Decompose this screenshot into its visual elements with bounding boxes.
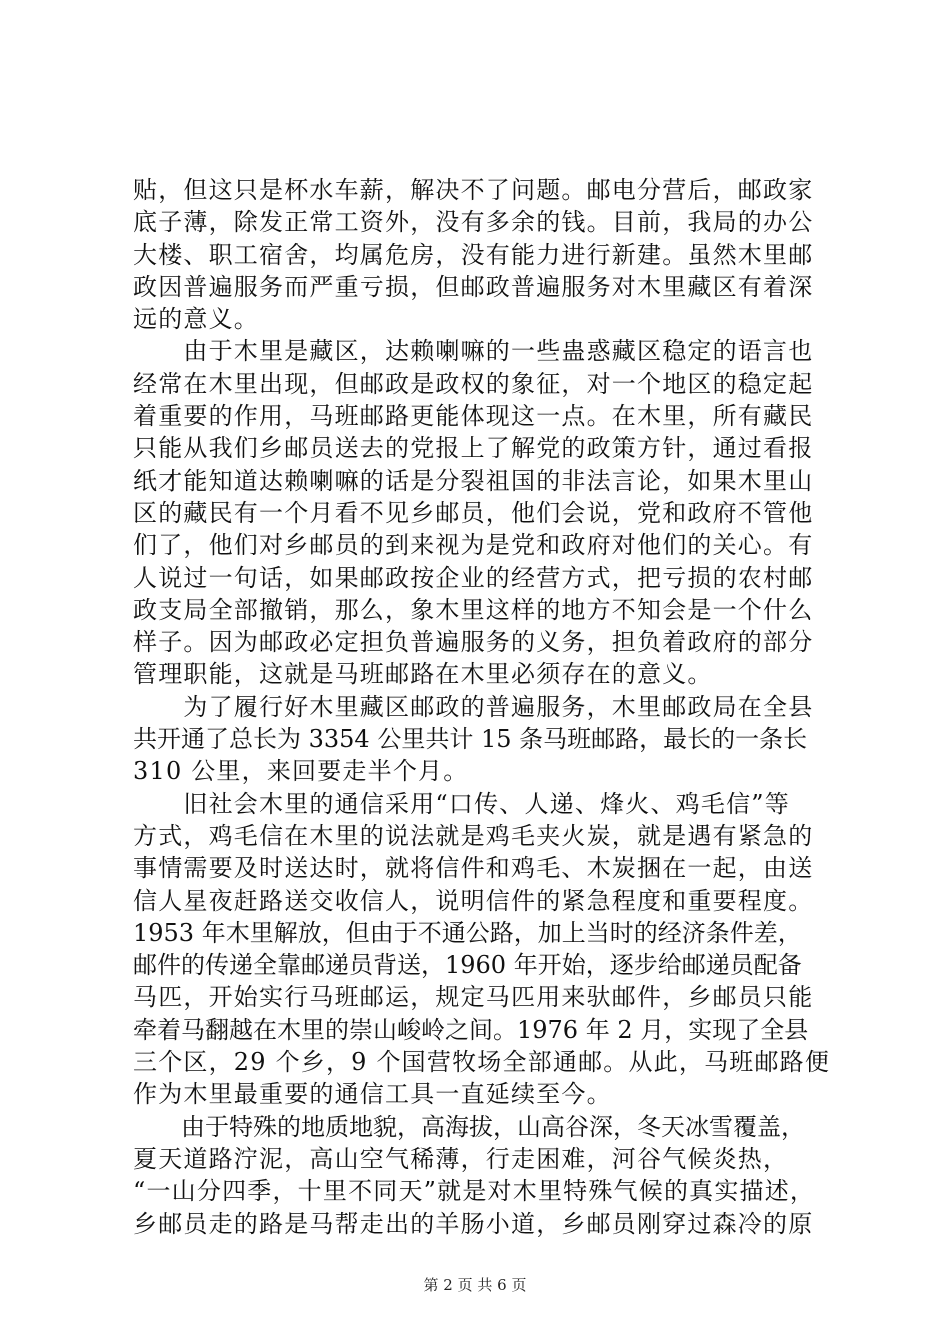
text-line: 马匹，开始实行马班邮运，规定马匹用来驮邮件，乡邮员只能 (133, 983, 814, 1012)
text-line: 方式，鸡毛信在木里的说法就是鸡毛夹火炭，就是遇有紧急的 (133, 821, 814, 850)
text-line: 着重要的作用，马班邮路更能体现这一点。在木里，所有藏民 (133, 402, 814, 431)
body-text (133, 174, 829, 1240)
text-line: 共开通了总长为 3354 公里共计 15 条马班邮路，最长的一条长 (133, 725, 808, 754)
text-line: 邮件的传递全靠邮递员背送，1960 年开始，逐步给邮递员配备 (133, 951, 802, 980)
text-line: 牵着马翻越在木里的崇山峻岭之间。1976 年 2 月，实现了全县 (133, 1015, 809, 1044)
text-line: 远的意义。 (133, 305, 259, 334)
text-line: 们了，他们对乡邮员的到来视为是党和政府对他们的关心。有 (133, 531, 814, 560)
text-line: 区的藏民有一个月看不见乡邮员，他们会说，党和政府不管他 (133, 498, 814, 527)
text-line: 大楼、职工宿舍，均属危房，没有能力进行新建。虽然木里邮 (133, 240, 814, 269)
text-line: 政因普遍服务而严重亏损，但邮政普遍服务对木里藏区有着深 (133, 272, 814, 301)
text-line: 信人星夜赶路送交收信人，说明信件的紧急程度和重要程度。 (133, 886, 814, 915)
text-line: 三个区，29 个乡，9 个国营牧场全部通邮。从此，马班邮路便 (133, 1048, 831, 1077)
text-line: 由于特殊的地质地貌，高海拔，山高谷深，冬天冰雪覆盖， (133, 1112, 805, 1141)
text-line: 乡邮员走的路是马帮走出的羊肠小道，乡邮员刚穿过森冷的原 (133, 1209, 814, 1238)
text-line: 为了履行好木里藏区邮政的普遍服务，木里邮政局在全县 (133, 692, 814, 721)
text-line: 310 公里，来回要走半个月。 (133, 757, 469, 786)
text-line: 样子。因为邮政必定担负普遍服务的义务，担负着政府的部分 (133, 628, 814, 657)
page-footer: 第 2 页 共 6 页 (423, 1276, 527, 1294)
text-line: 政支局全部撤销，那么，象木里这样的地方不知会是一个什么 (133, 595, 814, 624)
text-line: 纸才能知道达赖喇嘛的话是分裂祖国的非法言论，如果木里山 (133, 466, 814, 495)
text-line: 旧社会木里的通信采用“口传、人递、烽火、鸡毛信”等 (133, 789, 790, 818)
text-line: “一山分四季，十里不同天”就是对木里特殊气候的真实描述， (133, 1177, 816, 1206)
text-line: 作为木里最重要的通信工具一直延续至今。 (133, 1080, 612, 1109)
text-line: 底子薄，除发正常工资外，没有多余的钱。目前，我局的办公 (133, 208, 814, 237)
text-line: 管理职能，这就是马班邮路在木里必须存在的意义。 (133, 660, 713, 689)
text-line: 人说过一句话，如果邮政按企业的经营方式，把亏损的农村邮 (133, 563, 814, 592)
text-line: 经常在木里出现，但邮政是政权的象征，对一个地区的稳定起 (133, 369, 814, 398)
text-line: 由于木里是藏区，达赖喇嘛的一些蛊惑藏区稳定的语言也 (133, 337, 814, 366)
text-line: 事情需要及时送达时，就将信件和鸡毛、木炭捆在一起，由送 (133, 854, 814, 883)
text-line: 夏天道路泞泥，高山空气稀薄，行走困难，河谷气候炎热， (133, 1144, 789, 1173)
text-line: 贴，但这只是杯水车薪，解决不了问题。邮电分营后，邮政家 (133, 176, 814, 204)
text-line: 1953 年木里解放，但由于不通公路，加上当时的经济条件差， (133, 918, 802, 947)
text-line: 只能从我们乡邮员送去的党报上了解党的政策方针，通过看报 (133, 434, 814, 463)
